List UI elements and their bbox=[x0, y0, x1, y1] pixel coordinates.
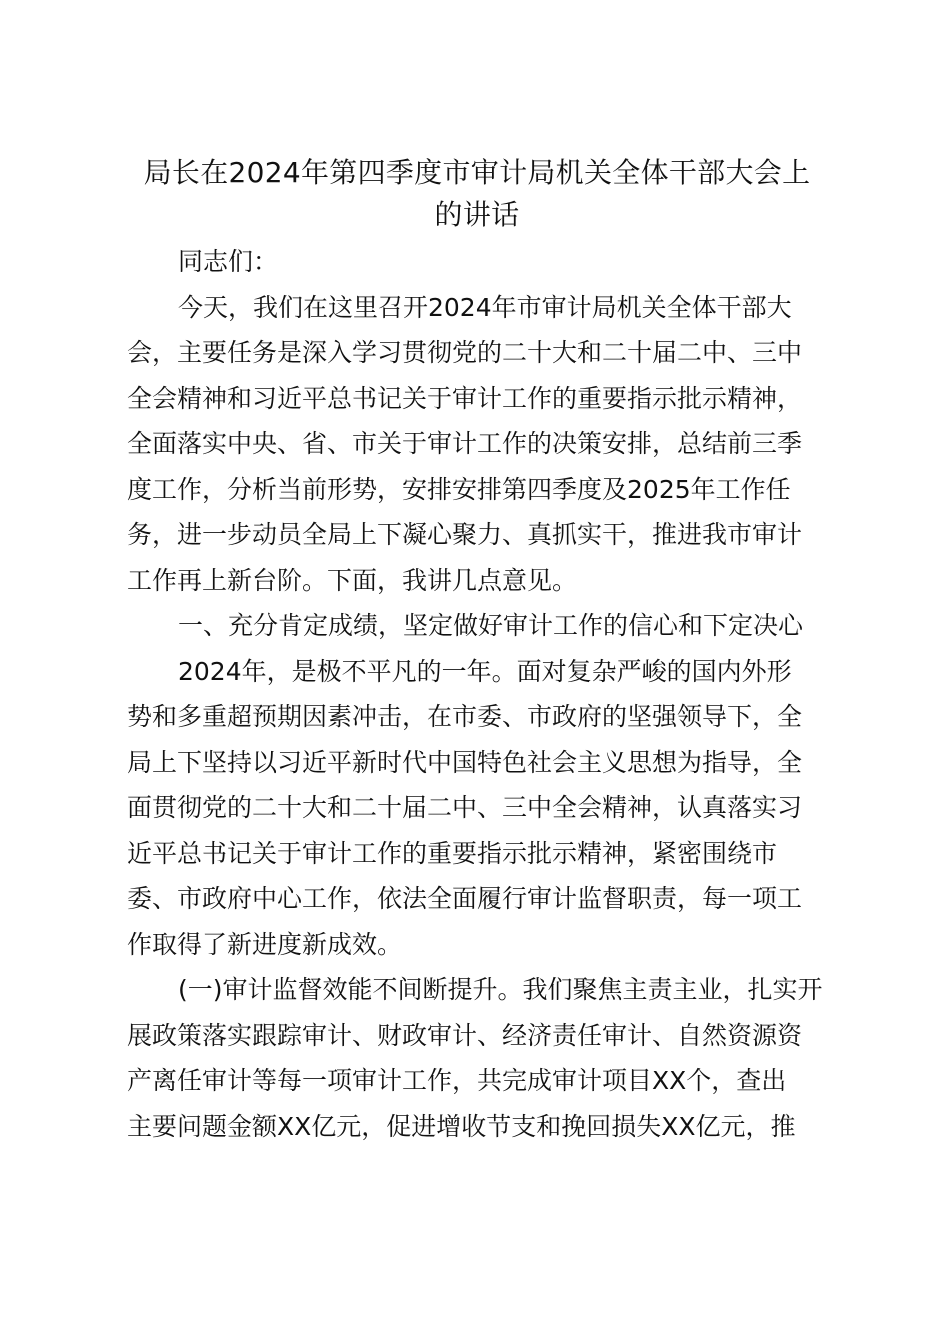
paragraph-line: 委、市政府中心工作，依法全面履行审计监督职责，每一项工 bbox=[127, 884, 803, 913]
salutation-text: 同志们： bbox=[178, 247, 279, 276]
paragraph-line: 全面落实中央、省、市关于审计工作的决策安排，总结前三季 bbox=[127, 429, 803, 458]
section-heading-1 bbox=[127, 603, 827, 649]
paragraph-line: 势和多重超预期因素冲击，在市委、市政府的坚强领导下，全 bbox=[127, 702, 803, 731]
paragraph-line: 作取得了新进度新成效。 bbox=[127, 929, 403, 959]
document-title-line-1: 局长在2024年第四季度市审计局机关全体干部大会上 bbox=[143, 156, 811, 189]
paragraph-achievements bbox=[127, 649, 827, 968]
paragraph-line: 局上下坚持以习近平新时代中国特色社会主义思想为指导，全 bbox=[127, 747, 803, 777]
paragraph-line: 今天，我们在这里召开2024年市审计局机关全体干部大 bbox=[178, 292, 792, 322]
salutation bbox=[127, 239, 827, 285]
paragraph-line: 近平总书记关于审计工作的重要指示批示精神，紧密围绕市 bbox=[127, 838, 778, 868]
paragraph-line: 度工作，分析当前形势，安排安排第四季度及2025年工作任 bbox=[127, 474, 791, 504]
paragraph-opening bbox=[127, 285, 827, 604]
paragraph-line: 2024年，是极不平凡的一年。面对复杂严峻的国内外形 bbox=[178, 656, 792, 686]
paragraph-line: 务，进一步动员全局上下凝心聚力、真抓实干，推进我市审计 bbox=[127, 520, 803, 549]
paragraph-line: 主要问题金额XX亿元，促进增收节支和挽回损失XX亿元，推 bbox=[127, 1111, 796, 1141]
paragraph-line: (一)审计监督效能不间断提升。我们聚焦主责主业，扎实开 bbox=[178, 975, 823, 1004]
paragraph-line: 面贯彻党的二十大和二十届二中、三中全会精神，认真落实习 bbox=[127, 793, 803, 822]
paragraph-line: 会，主要任务是深入学习贯彻党的二十大和二十届二中、三中 bbox=[127, 338, 803, 367]
paragraph-line: 工作再上新台阶。下面，我讲几点意见。 bbox=[127, 565, 578, 595]
section-heading-text: 一、充分肯定成绩，坚定做好审计工作的信心和下定决心 bbox=[178, 611, 804, 640]
document-title bbox=[127, 152, 827, 236]
paragraph-subsection-1 bbox=[127, 967, 827, 1149]
paragraph-line: 产离任审计等每一项审计工作，共完成审计项目XX个，查出 bbox=[127, 1066, 787, 1095]
paragraph-line: 全会精神和习近平总书记关于审计工作的重要指示批示精神， bbox=[127, 383, 803, 413]
paragraph-line: 展政策落实跟踪审计、财政审计、经济责任审计、自然资源资 bbox=[127, 1020, 803, 1050]
document-body bbox=[127, 152, 827, 1149]
document-title-line-2: 的讲话 bbox=[434, 198, 520, 231]
